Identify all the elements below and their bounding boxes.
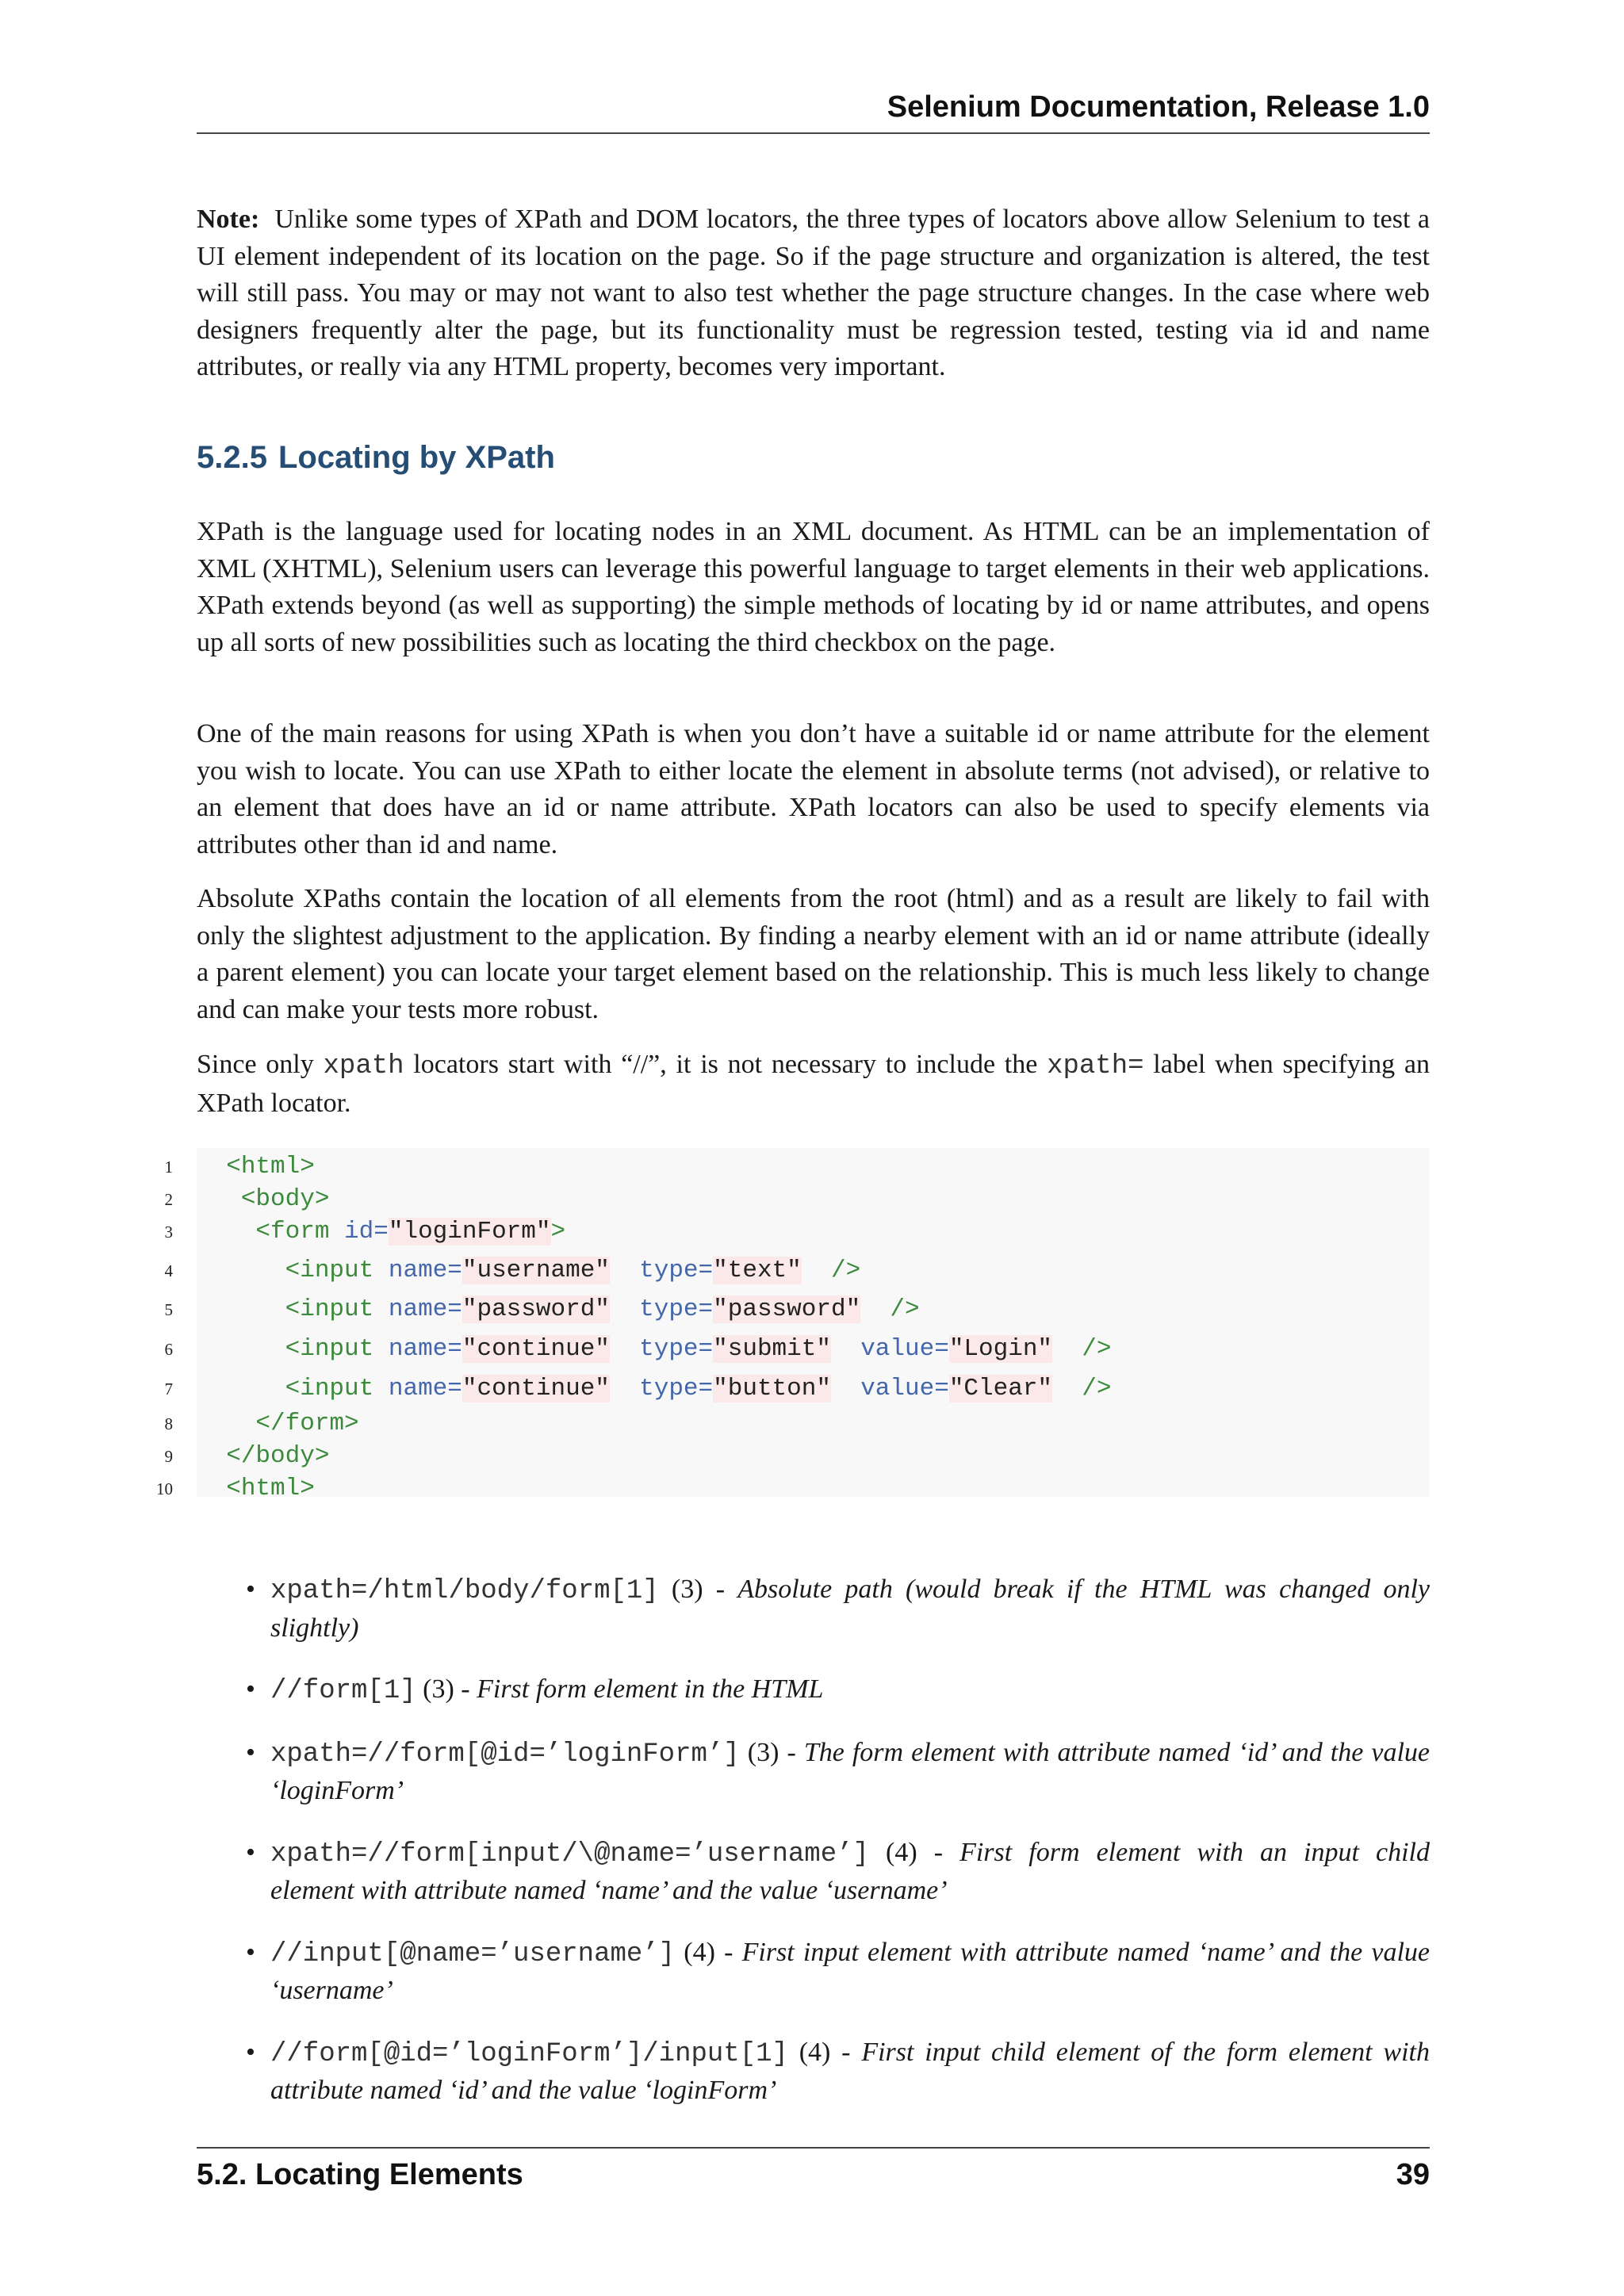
line-number: 1	[164, 1158, 173, 1177]
code-line: 3 <form id="loginForm">	[197, 1216, 1430, 1248]
list-item: • xpath=//form[input/\@name=’username’] (4) - First form element with an input child element with attribute named ‘name’ and the value ‘username’	[197, 1835, 1430, 1910]
section-heading	[197, 440, 555, 476]
list-item: • xpath=/html/body/form[1] (3) - Absolute path (would break if the HTML was changed only slightly)	[197, 1571, 1430, 1647]
code-line: 9 </body>	[197, 1441, 1430, 1472]
line-number: 3	[164, 1223, 173, 1242]
code-line: 1 <html>	[197, 1151, 1430, 1183]
line-number: 8	[164, 1414, 173, 1433]
paragraph-2: One of the main reasons for using XPath is when you don’t have a suitable id or name attribute for the element you wish to locate. You can use XPath to either locate the element in absolute terms (not advised), or relative to an element that does have an id or name attribute. XPath locators can also be used to specify elements via attributes other than id and name.	[197, 719, 1430, 859]
line-number: 5	[164, 1300, 173, 1319]
line-number: 10	[156, 1479, 173, 1498]
code-line: 4 <input name="username" type="text" />	[197, 1255, 1430, 1287]
line-number: 6	[164, 1340, 173, 1359]
paragraph-3: Absolute XPaths contain the location of all elements from the root (html) and as a result are likely to fail with only the slightest adjustment to the application. By finding a nearby element with an id or name attribute (ideally a parent element) you can locate your target element based on the relationship. This is much less likely to change and can make your tests more robust.	[197, 884, 1430, 1024]
running-header: Selenium Documentation, Release 1.0	[887, 90, 1430, 124]
section-title: Locating by XPath	[278, 440, 555, 475]
note-label: Note:	[197, 205, 260, 234]
inline-code-xpath-prefix: xpath=	[1047, 1051, 1144, 1081]
inline-code-xpath: xpath	[323, 1051, 404, 1081]
list-item: • //input[@name=’username’] (4) - First input element with attribute named ‘name’ and the value ‘username’	[197, 1934, 1430, 2010]
list-item: • xpath=//form[@id=’loginForm’] (3) - The form element with attribute named ‘id’ and the value ‘loginForm’	[197, 1735, 1430, 1810]
note-paragraph	[197, 201, 1430, 386]
line-number: 7	[164, 1380, 173, 1399]
code-line: 6 <input name="continue" type="submit" value="Login" />	[197, 1334, 1430, 1365]
code-block	[156, 1148, 1430, 1502]
list-item: • //form[1] (3) - First form element in the HTML	[197, 1671, 1430, 1710]
line-number: 4	[164, 1261, 173, 1280]
code-line: 2 <body>	[197, 1184, 1430, 1215]
section-number: 5.2.5	[197, 440, 267, 475]
code-line: 10 <html>	[197, 1473, 1430, 1505]
bullet-icon: •	[246, 2037, 255, 2067]
bullet-icon: •	[246, 1674, 255, 1704]
header-rule	[197, 132, 1430, 134]
paragraph-1: XPath is the language used for locating nodes in an XML document. As HTML can be an implementation of XML (XHTML), Selenium users can leverage this powerful language to target elements in their web applications. XPath extends beyond (as well as supporting) the simple methods of locating by id or name attributes, and opens up all sorts of new possibilities such as locating the third checkbox on the page.	[197, 517, 1430, 657]
line-number: 9	[164, 1447, 173, 1466]
line-number: 2	[164, 1190, 173, 1209]
note-text: Unlike some types of XPath and DOM locators, the three types of locators above allow Selenium to test a UI element independent of its location on the page. So if the page structure and organization is altered, the test will still pass. You may or may not want to also test whether the page structure changes. In the case where web designers frequently alter the page, but its functionality must be regression tested, testing via id and name attributes, or really via any HTML property, becomes very important.	[197, 205, 1431, 381]
bullet-icon: •	[246, 1937, 255, 1967]
code-line: 8 </form>	[197, 1408, 1430, 1440]
bullet-icon: •	[246, 1837, 255, 1867]
list-item: • //form[@id=’loginForm’]/input[1] (4) - First input child element of the form element with attribute named ‘id’ and the value ‘loginForm’	[197, 2034, 1430, 2110]
page-number: 39	[1396, 2158, 1430, 2191]
paragraph-4: Since only xpath locators start with “//”, it is not necessary to include the xpath= label when specifying an XPath locator.	[197, 1050, 1430, 1118]
code-line: 7 <input name="continue" type="button" value="Clear" />	[197, 1373, 1430, 1405]
footer-section: 5.2. Locating Elements	[197, 2158, 523, 2191]
bullet-icon: •	[246, 1737, 255, 1767]
code-line: 5 <input name="password" type="password" />	[197, 1294, 1430, 1326]
xpath-examples-list	[197, 1571, 1430, 2134]
bullet-icon: •	[246, 1575, 255, 1604]
footer-rule	[197, 2147, 1430, 2149]
